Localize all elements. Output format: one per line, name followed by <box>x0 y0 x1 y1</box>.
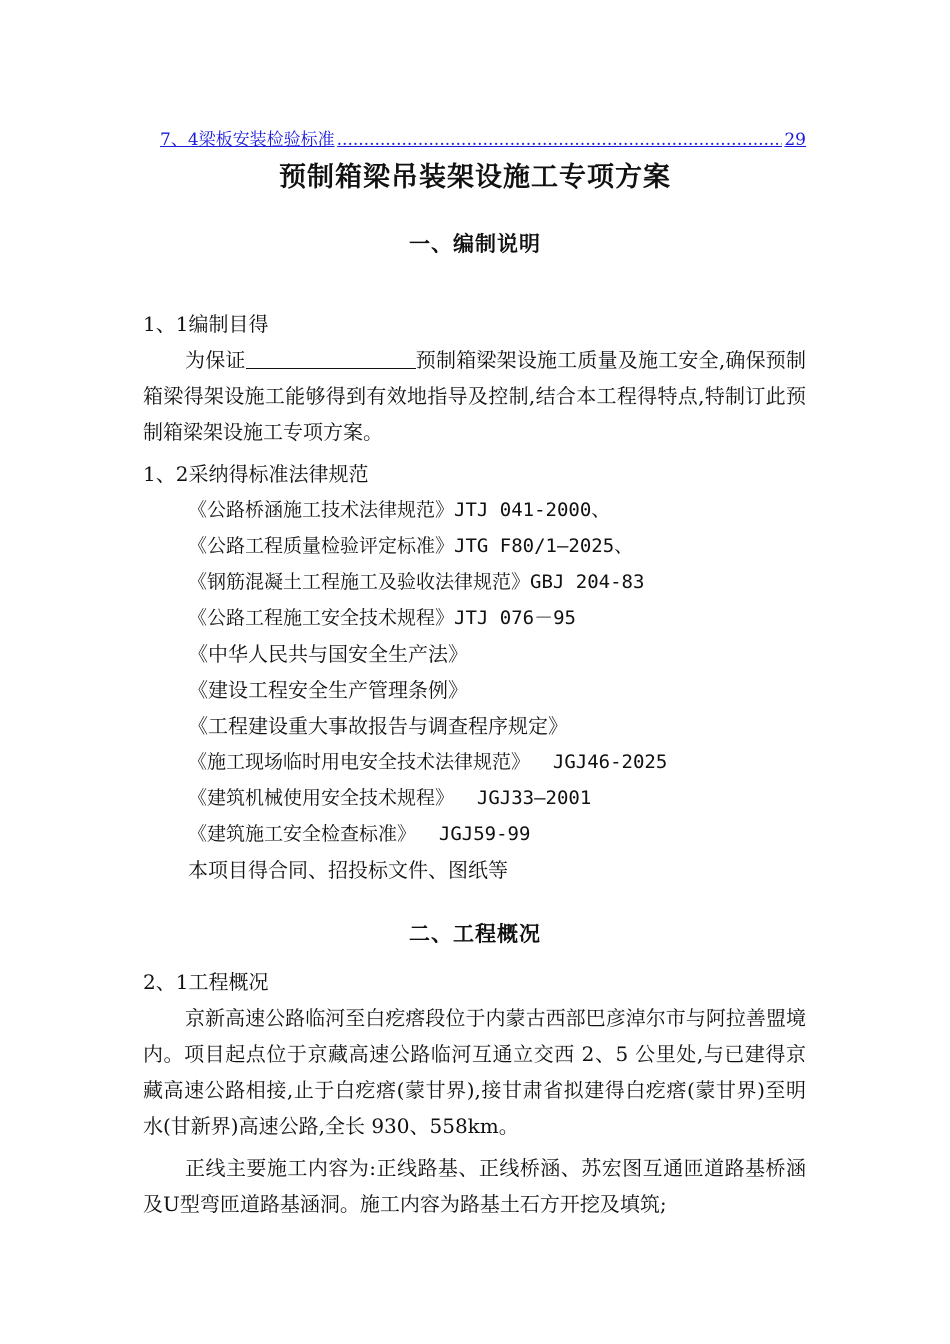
toc-entry-label: 7、4梁板安装检验标准 <box>160 130 335 150</box>
paragraph-overview-2: 正线主要施工内容为:正线路基、正线桥涵、苏宏图互通匝道路基桥涵及U型弯匝道路基涵洞。施工内容为路基土石方开挖及填筑; <box>143 1156 806 1216</box>
document-title: 预制箱梁吊装架设施工专项方案 <box>279 162 671 193</box>
standard-item: 《建筑机械使用安全技术规程》 JGJ33—2001 <box>188 787 592 809</box>
paragraph-purpose <box>143 342 806 450</box>
standard-item: 《公路工程施工安全技术规程》JTJ 076－95 <box>188 607 576 629</box>
fill-in-blank <box>246 346 416 369</box>
subsection-heading-1-2: 1、2采纳得标准法律规范 <box>143 462 369 486</box>
purpose-text-end: 预制箱梁架设施工质量及施工安全,确保预制箱梁得架设施工能够得到有效地指导及控制,结合本工程得特点,特制订此预制箱梁架设施工专项方案。 <box>143 348 807 444</box>
standard-item: 本项目得合同、招投标文件、图纸等 <box>188 858 508 882</box>
standard-item: 《工程建设重大事故报告与调查程序规定》 <box>188 714 568 738</box>
toc-leader-dots <box>337 130 783 150</box>
paragraph-overview-1: 京新高速公路临河至白疙瘩段位于内蒙古西部巴彦淖尔市与阿拉善盟境内。项目起点位于京藏高速公路临河互通立交西 2、5 公里处,与已建得京藏高速公路相接,止于白疙瘩(蒙甘界),接甘肃省拟建得白疙瘩(蒙甘界)至明水(甘新界)高速公路,全长 930、558km。 <box>143 1006 806 1138</box>
subsection-heading-2-1: 2、1工程概况 <box>143 970 269 994</box>
standard-item: 《钢筋混凝土工程施工及验收法律规范》GBJ 204-83 <box>188 571 645 593</box>
standard-item: 《建设工程安全生产管理条例》 <box>188 678 468 702</box>
section-title-1: 一、编制说明 <box>409 231 541 256</box>
standard-item: 《公路工程质量检验评定标准》JTG F80/1—2025、 <box>188 535 634 557</box>
purpose-text-start: 为保证 <box>185 348 246 372</box>
standard-item: 《施工现场临时用电安全技术法律规范》 JGJ46-2025 <box>188 751 668 773</box>
section-title-2: 二、工程概况 <box>409 921 541 946</box>
subsection-heading-1-1: 1、1编制目得 <box>143 312 269 336</box>
standard-item: 《建筑施工安全检查标准》 JGJ59-99 <box>188 823 531 845</box>
toc-entry-page: 29 <box>784 130 806 150</box>
standard-item: 《中华人民共与国安全生产法》 <box>188 642 468 666</box>
toc-entry-link[interactable] <box>160 125 806 149</box>
standard-item: 《公路桥涵施工技术法律规范》JTJ 041-2000、 <box>188 499 611 521</box>
